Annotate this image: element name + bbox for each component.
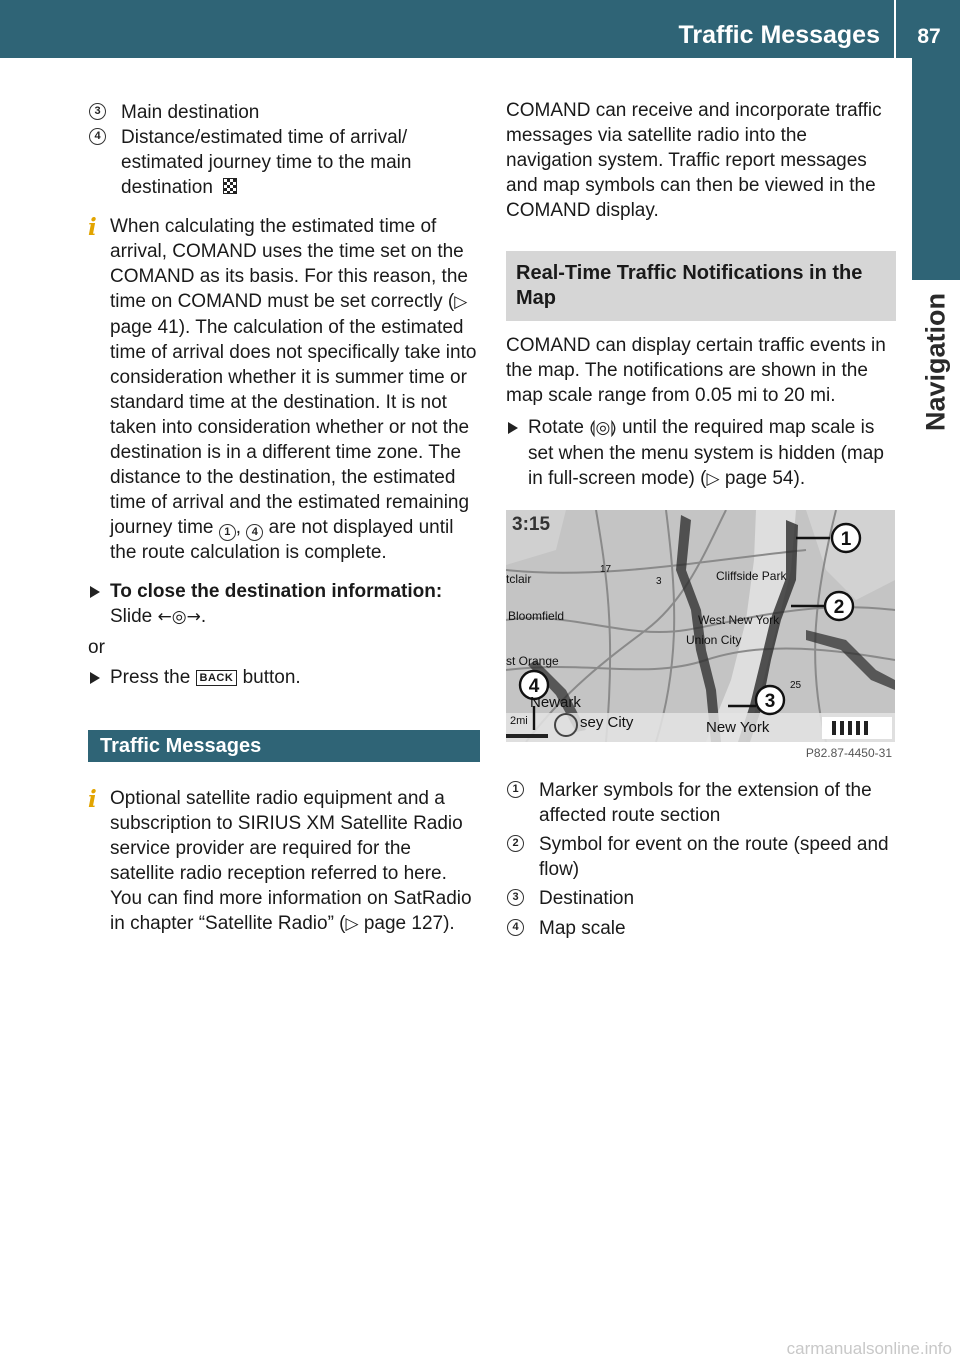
map-label: sey City xyxy=(580,714,634,731)
info-icon: i xyxy=(88,786,97,813)
map-label: tclair xyxy=(506,572,532,586)
info-note-satellite: i Optional satellite radio equipment and a subscription to SIRIUS XM Satellite Radio service provider are required for the satellite radio reception referred to here. You can find more information on SatRadio in chapter “Satellite Radio” (▷ page 127). xyxy=(88,786,472,934)
map-scale-label: 2mi xyxy=(510,715,528,727)
step-press-back: Press the BACK button. xyxy=(88,665,480,690)
map-shield: 3 xyxy=(656,576,662,587)
map-label: st Orange xyxy=(506,654,559,668)
legend-item-2: 2 Symbol for event on the route (speed and flow) xyxy=(506,832,896,882)
map-callout: 1 xyxy=(840,529,852,550)
page-number: 87 xyxy=(917,25,941,48)
number-2-icon: 2 xyxy=(507,835,524,852)
page-reference[interactable]: page 41 xyxy=(110,317,179,338)
legend-item-1: 1 Marker symbols for the extension of the affected route section xyxy=(506,778,896,828)
number-3-icon: 3 xyxy=(89,103,106,120)
controller-rotate-icon: ⟬◎⟭ xyxy=(589,418,617,438)
map-label: New York xyxy=(706,719,770,736)
map-shield: 25 xyxy=(790,680,802,691)
page-title: Traffic Messages xyxy=(678,21,880,49)
back-key-icon: BACK xyxy=(196,670,238,686)
number-4-icon: 4 xyxy=(246,524,263,541)
page-ref-triangle-icon: ▷ xyxy=(454,292,468,312)
left-column xyxy=(88,100,480,937)
navigation-map-screenshot xyxy=(506,510,895,742)
map-label: Bloomfield xyxy=(508,609,565,623)
subsection-heading: Real-Time Traffic Notifications in the Map xyxy=(506,251,896,321)
number-4-icon: 4 xyxy=(89,128,106,145)
map-shield: 17 xyxy=(600,564,612,575)
number-1-icon: 1 xyxy=(219,524,236,541)
step-arrow-icon xyxy=(508,422,518,434)
map-label: Union City xyxy=(686,633,742,647)
number-1-icon: 1 xyxy=(507,781,524,798)
section-label: Navigation xyxy=(920,292,951,432)
map-callout: 3 xyxy=(764,691,776,712)
map-legend xyxy=(506,778,896,941)
step-close-destination-info: To close the destination information: Slide ←◎→. xyxy=(88,579,480,630)
section-tab xyxy=(912,58,960,280)
page-ref-triangle-icon: ▷ xyxy=(345,914,359,934)
info-icon: i xyxy=(88,214,97,241)
map-callout: 2 xyxy=(833,597,845,618)
number-4-icon: 4 xyxy=(507,919,524,936)
figure-reference: P82.87-4450-31 xyxy=(805,746,892,760)
map-label: Cliffside Park xyxy=(716,569,787,583)
watermark: carmanualsonline.info xyxy=(786,1339,952,1358)
intro-paragraph: COMAND can receive and incorporate traffic messages via satellite radio into the navigation system. Traffic report messages and map symbols can then be viewed in the COMAND display. xyxy=(506,100,882,221)
section-heading: Traffic Messages xyxy=(88,730,480,762)
or-text: or xyxy=(88,637,105,658)
header-divider xyxy=(894,0,896,58)
map-label: Newark xyxy=(530,694,581,711)
map-label: West New York xyxy=(698,613,780,627)
map-graphic xyxy=(506,510,895,742)
controller-slide-icon: ←◎→ xyxy=(157,607,201,627)
legend-item-3: 3 Destination xyxy=(506,886,896,911)
destination-flag-icon xyxy=(223,178,237,194)
info-note-eta: i When calculating the estimated time of arrival, COMAND uses the time set on the COMAND as its basis. For this reason, the time on COMAND must be set correctly (▷ page 41). The calculation of the estimated time of arrival does not specifically take into consideration whether it is summer time or standard time at the destination. It is not taken into consideration whether or not the destination is in a different time zone. The distance to the destination, the estimated time of arrival and the estimated remaining journey time 1 , 4 are not displayed until the route calculation is complete. xyxy=(88,214,477,563)
legend-item-4: 4 Map scale xyxy=(506,916,896,941)
page-reference[interactable]: page 54 xyxy=(724,468,794,489)
right-column xyxy=(506,98,896,941)
notifications-paragraph: COMAND can display certain traffic events in the map. The notifications are shown in the map scale range from 0.05 mi to 20 mi. xyxy=(506,335,886,406)
map-time: 3:15 xyxy=(512,514,551,535)
map-callout: 4 xyxy=(528,676,540,697)
page-header-bar xyxy=(0,0,960,58)
step-title: To close the destination information: xyxy=(110,581,443,602)
step-arrow-icon xyxy=(90,672,100,684)
legend-item-4: 4 Distance/estimated time of arrival/ estimated journey time to the main destination xyxy=(88,125,480,200)
page-ref-triangle-icon: ▷ xyxy=(706,469,720,489)
step-arrow-icon xyxy=(90,586,100,598)
step-rotate-controller: Rotate ⟬◎⟭ until the required map scale is set when the menu system is hidden (map in full-screen mode) (▷ page 54). xyxy=(506,415,896,492)
number-3-icon: 3 xyxy=(507,889,524,906)
page-reference[interactable]: page 127 xyxy=(363,913,444,934)
legend-item-3: 3 Main destination xyxy=(88,100,480,125)
